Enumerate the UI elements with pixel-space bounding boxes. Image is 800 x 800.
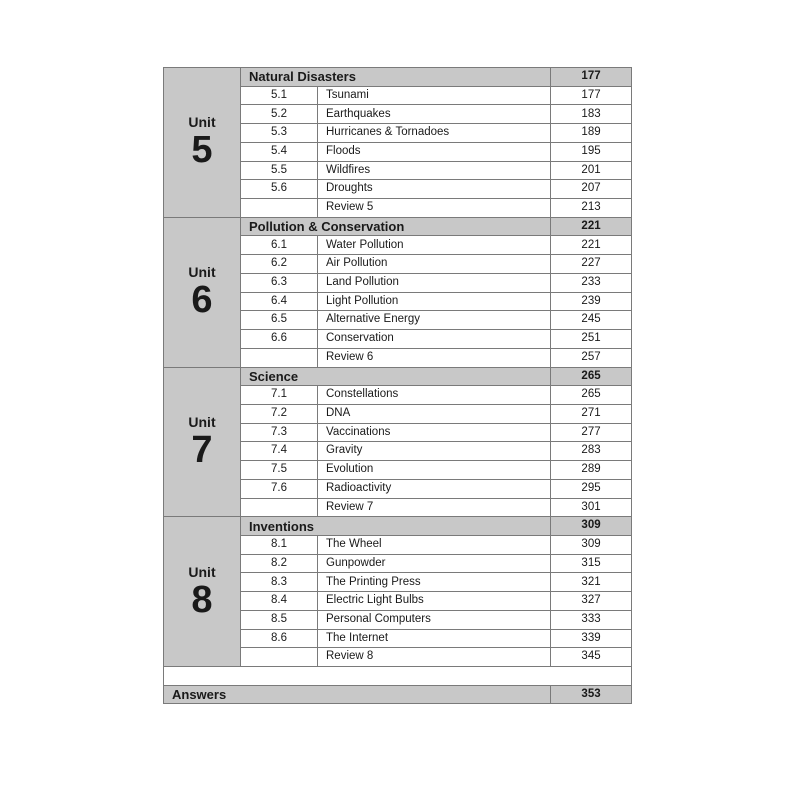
lesson-title: Land Pollution: [318, 273, 551, 292]
unit-number: 8: [191, 578, 213, 621]
lesson-number: 6.1: [241, 236, 318, 255]
lesson-title: Alternative Energy: [318, 311, 551, 330]
lesson-page: 257: [551, 348, 632, 367]
lesson-number: 8.5: [241, 610, 318, 629]
lesson-title: Gravity: [318, 442, 551, 461]
answers-page: 353: [551, 685, 632, 704]
unit-number: 6: [191, 279, 213, 322]
unit-header-row: [164, 517, 632, 536]
spacer-row: [164, 667, 632, 686]
unit-number: 7: [191, 428, 213, 471]
lesson-title: Constellations: [318, 386, 551, 405]
lesson-title: Review 7: [318, 498, 551, 517]
lesson-page: 339: [551, 629, 632, 648]
lesson-page: 277: [551, 423, 632, 442]
unit-word: Unit: [188, 563, 216, 580]
toc-body: [164, 68, 632, 704]
lesson-number: 8.4: [241, 592, 318, 611]
answers-title: Answers: [164, 685, 551, 704]
unit-header-row: [164, 367, 632, 386]
lesson-title: Personal Computers: [318, 610, 551, 629]
lesson-title: Hurricanes & Tornadoes: [318, 124, 551, 143]
lesson-page: 289: [551, 461, 632, 480]
lesson-page: 345: [551, 648, 632, 667]
lesson-number: 5.4: [241, 142, 318, 161]
lesson-page: 301: [551, 498, 632, 517]
lesson-number: 8.3: [241, 573, 318, 592]
lesson-page: 233: [551, 273, 632, 292]
lesson-page: 189: [551, 124, 632, 143]
unit-header-row: [164, 68, 632, 87]
unit-label: [164, 217, 241, 367]
lesson-title: The Printing Press: [318, 573, 551, 592]
lesson-number: 5.5: [241, 161, 318, 180]
lesson-number: 5.1: [241, 86, 318, 105]
lesson-number: 7.2: [241, 404, 318, 423]
lesson-title: Evolution: [318, 461, 551, 480]
unit-label: [164, 517, 241, 667]
lesson-page: 213: [551, 199, 632, 218]
lesson-page: 207: [551, 180, 632, 199]
spacer-cell: [164, 667, 632, 686]
lesson-page: 271: [551, 404, 632, 423]
lesson-number: 6.4: [241, 292, 318, 311]
lesson-number: 5.2: [241, 105, 318, 124]
unit-title: Inventions: [241, 517, 551, 536]
table-of-contents: [163, 67, 632, 704]
lesson-number: 5.3: [241, 124, 318, 143]
lesson-number: [241, 498, 318, 517]
lesson-number: 6.6: [241, 330, 318, 349]
lesson-page: 333: [551, 610, 632, 629]
lesson-number: [241, 199, 318, 218]
lesson-page: 295: [551, 479, 632, 498]
lesson-page: 315: [551, 554, 632, 573]
lesson-title: Droughts: [318, 180, 551, 199]
lesson-page: 195: [551, 142, 632, 161]
lesson-title: The Internet: [318, 629, 551, 648]
lesson-page: 321: [551, 573, 632, 592]
lesson-title: The Wheel: [318, 535, 551, 554]
lesson-number: 7.3: [241, 423, 318, 442]
lesson-title: DNA: [318, 404, 551, 423]
unit-title: Science: [241, 367, 551, 386]
lesson-title: Air Pollution: [318, 255, 551, 274]
unit-page: 309: [551, 517, 632, 536]
lesson-title: Conservation: [318, 330, 551, 349]
lesson-title: Review 6: [318, 348, 551, 367]
lesson-title: Radioactivity: [318, 479, 551, 498]
unit-word: Unit: [188, 264, 216, 281]
unit-word: Unit: [188, 114, 216, 131]
lesson-title: Water Pollution: [318, 236, 551, 255]
lesson-number: 7.5: [241, 461, 318, 480]
unit-label: [164, 367, 241, 517]
lesson-number: 6.2: [241, 255, 318, 274]
lesson-page: 239: [551, 292, 632, 311]
lesson-page: 283: [551, 442, 632, 461]
lesson-number: [241, 648, 318, 667]
lesson-page: 309: [551, 535, 632, 554]
lesson-title: Review 5: [318, 199, 551, 218]
lesson-number: 8.1: [241, 535, 318, 554]
unit-title: Pollution & Conservation: [241, 217, 551, 236]
lesson-page: 221: [551, 236, 632, 255]
unit-number: 5: [191, 129, 213, 172]
lesson-page: 251: [551, 330, 632, 349]
lesson-title: Light Pollution: [318, 292, 551, 311]
lesson-title: Gunpowder: [318, 554, 551, 573]
lesson-page: 265: [551, 386, 632, 405]
unit-header-row: [164, 217, 632, 236]
unit-title: Natural Disasters: [241, 68, 551, 87]
lesson-title: Electric Light Bulbs: [318, 592, 551, 611]
lesson-number: 5.6: [241, 180, 318, 199]
lesson-page: 183: [551, 105, 632, 124]
lesson-page: 177: [551, 86, 632, 105]
lesson-page: 201: [551, 161, 632, 180]
lesson-page: 245: [551, 311, 632, 330]
lesson-number: 7.4: [241, 442, 318, 461]
unit-label: [164, 68, 241, 218]
lesson-number: 6.5: [241, 311, 318, 330]
unit-page: 265: [551, 367, 632, 386]
lesson-page: 327: [551, 592, 632, 611]
lesson-number: [241, 348, 318, 367]
answers-row: [164, 685, 632, 704]
lesson-title: Earthquakes: [318, 105, 551, 124]
lesson-title: Floods: [318, 142, 551, 161]
lesson-number: 7.1: [241, 386, 318, 405]
lesson-number: 6.3: [241, 273, 318, 292]
lesson-title: Tsunami: [318, 86, 551, 105]
lesson-number: 7.6: [241, 479, 318, 498]
lesson-title: Vaccinations: [318, 423, 551, 442]
lesson-page: 227: [551, 255, 632, 274]
lesson-number: 8.2: [241, 554, 318, 573]
unit-word: Unit: [188, 413, 216, 430]
unit-page: 221: [551, 217, 632, 236]
unit-page: 177: [551, 68, 632, 87]
lesson-number: 8.6: [241, 629, 318, 648]
lesson-title: Wildfires: [318, 161, 551, 180]
lesson-title: Review 8: [318, 648, 551, 667]
